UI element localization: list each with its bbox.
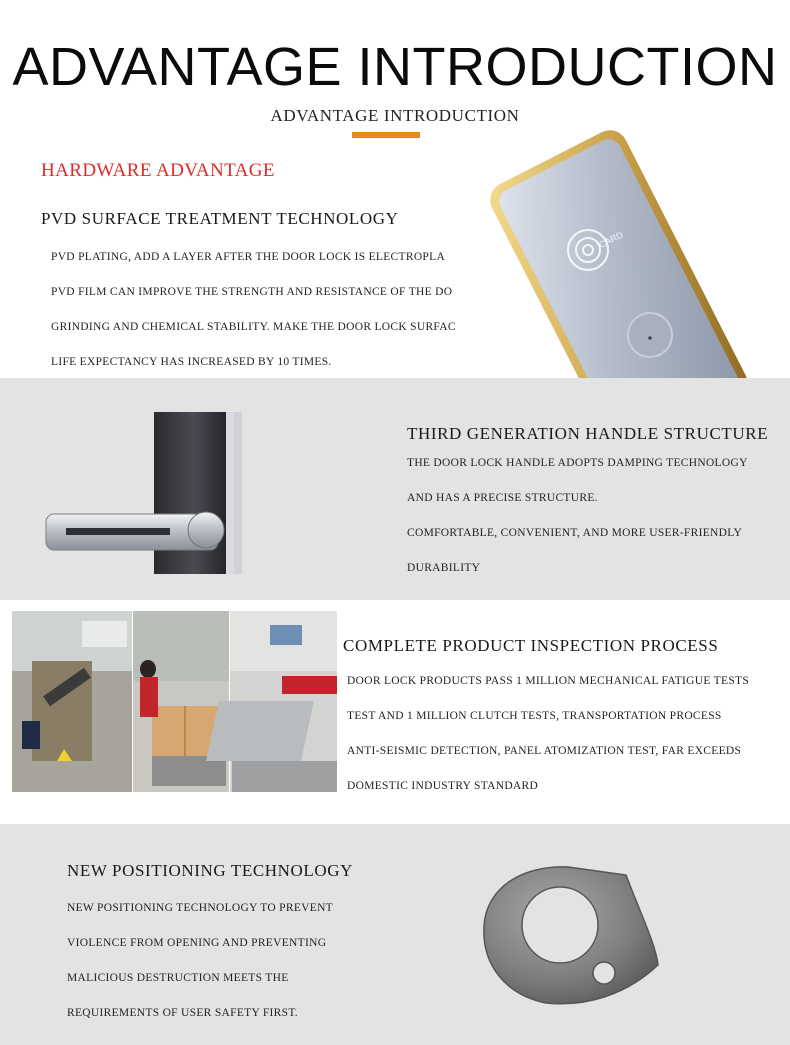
inspection-photos-image (12, 611, 337, 792)
heading-handle: THIRD GENERATION HANDLE STRUCTURE (407, 424, 769, 443)
positioning-line-2: VIOLENCE FROM OPENING AND PREVENTING (67, 937, 327, 949)
page-title: ADVANTAGE INTRODUCTION (12, 37, 778, 97)
handle-line-1: THE DOOR LOCK HANDLE ADOPTS DAMPING TECHNOLOGY (407, 457, 748, 469)
heading-pvd: PVD SURFACE TREATMENT TECHNOLOGY (41, 209, 399, 228)
inspection-line-2: TEST AND 1 MILLION CLUTCH TESTS, TRANSPORTATION PROCESS (347, 710, 722, 722)
page-subtitle: ADVANTAGE INTRODUCTION (270, 106, 520, 125)
positioning-washer-image (476, 855, 676, 1015)
heading-positioning: NEW POSITIONING TECHNOLOGY (67, 861, 354, 880)
handle-line-4: DURABILITY (407, 562, 481, 574)
pvd-line-3: GRINDING AND CHEMICAL STABILITY. MAKE THE DOOR LOCK SURFAC (51, 321, 456, 333)
handle-line-3: COMFORTABLE, CONVENIENT, AND MORE USER-FRIENDLY (407, 527, 743, 539)
inspection-line-3: ANTI-SEISMIC DETECTION, PANEL ATOMIZATION TEST, FAR EXCEEDS (347, 745, 742, 757)
inspection-line-1: DOOR LOCK PRODUCTS PASS 1 MILLION MECHANICAL FATIGUE TESTS (347, 675, 750, 687)
card-lock-panel-image (470, 150, 730, 355)
heading-inspection: COMPLETE PRODUCT INSPECTION PROCESS (343, 636, 719, 655)
handle-line-2: AND HAS A PRECISE STRUCTURE. (407, 492, 598, 504)
section-label-hardware: HARDWARE ADVANTAGE (41, 160, 275, 181)
pvd-text-block (51, 240, 456, 380)
lock-button-icon (628, 313, 672, 357)
pvd-line-4: LIFE EXPECTANCY HAS INCREASED BY 10 TIMES. (51, 356, 332, 368)
door-handle-image (40, 408, 250, 578)
positioning-line-1: NEW POSITIONING TECHNOLOGY TO PREVENT (67, 902, 334, 914)
inspection-line-4: DOMESTIC INDUSTRY STANDARD (347, 780, 539, 792)
card-label: CARD (597, 229, 625, 251)
title-underline (352, 132, 420, 138)
pvd-line-1: PVD PLATING, ADD A LAYER AFTER THE DOOR LOCK IS ELECTROPLA (51, 251, 446, 263)
positioning-line-4: REQUIREMENTS OF USER SAFETY FIRST. (67, 1007, 298, 1019)
pvd-line-2: PVD FILM CAN IMPROVE THE STRENGTH AND RESISTANCE OF THE DO (51, 286, 453, 298)
positioning-line-3: MALICIOUS DESTRUCTION MEETS THE (67, 972, 289, 984)
